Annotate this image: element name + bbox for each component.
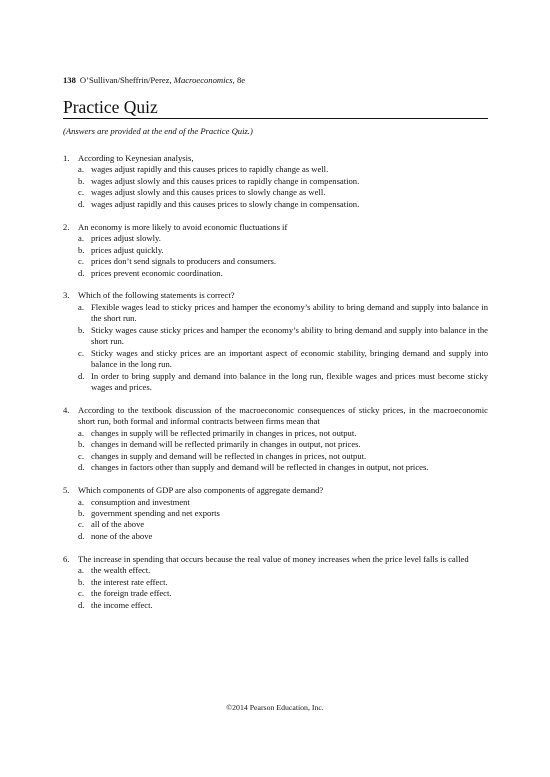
option-letter: a. xyxy=(78,496,84,507)
option-letter: c. xyxy=(78,519,84,530)
option-text: prices prevent economic coordination. xyxy=(91,267,223,278)
answer-option xyxy=(78,325,488,348)
question-text: An economy is more likely to avoid economic fluctuations if xyxy=(78,221,288,232)
question-text: According to Keynesian analysis, xyxy=(78,153,194,163)
option-text: prices adjust slowly. xyxy=(91,233,161,244)
question-text: The increase in spending that occurs because the real value of money increases when the price level falls is called xyxy=(78,553,469,564)
option-text: In order to bring supply and demand into balance in the long run, flexible wages and prices must become sticky wages and prices. xyxy=(91,370,488,393)
option-text: prices adjust quickly. xyxy=(91,244,164,255)
question-text: According to the textbook discussion of the macroeconomic consequences of sticky prices, in the macroeconomic short run, both formal and informal contracts between firms mean that xyxy=(78,404,488,427)
option-letter: b. xyxy=(78,576,85,587)
option-text: the income effect. xyxy=(91,599,153,610)
option-letter: d. xyxy=(78,198,85,209)
option-text: wages adjust slowly and this causes prices to slowly change as well. xyxy=(91,187,326,198)
question-number: 2. xyxy=(63,221,70,232)
option-text: the foreign trade effect. xyxy=(91,588,172,599)
option-text: wages adjust rapidly and this causes prices to rapidly change as well. xyxy=(91,164,329,175)
option-letter: d. xyxy=(78,599,85,610)
option-letter: a. xyxy=(78,301,84,312)
answer-option xyxy=(78,348,488,371)
answer-option xyxy=(78,302,488,325)
answer-option xyxy=(78,187,488,198)
option-letter: b. xyxy=(78,244,85,255)
question-3 xyxy=(63,290,488,393)
option-text: changes in demand will be reflected primarily in changes in output, not prices. xyxy=(91,439,361,450)
header-book-title: Macroeconomics xyxy=(173,75,233,85)
answer-option xyxy=(78,462,488,473)
option-letter: c. xyxy=(78,347,84,358)
option-text: changes in factors other than supply and demand will be reflected in changes in output, not prices. xyxy=(91,462,429,473)
copyright-footer: ©2014 Pearson Education, Inc. xyxy=(226,703,324,712)
answer-option xyxy=(78,565,488,576)
option-letter: c. xyxy=(78,256,84,267)
question-number: 5. xyxy=(63,485,70,496)
answer-option xyxy=(78,600,488,611)
option-letter: d. xyxy=(78,267,85,278)
option-letter: a. xyxy=(78,565,84,576)
option-text: Flexible wages lead to sticky prices and hamper the economy’s ability to bring demand and supply into balance in the short run. xyxy=(91,301,488,324)
option-text: consumption and investment xyxy=(91,496,190,507)
option-letter: a. xyxy=(78,427,84,438)
option-text: Sticky wages and sticky prices are an important aspect of economic stability, bringing demand and supply into balance in the long run. xyxy=(91,347,488,370)
option-letter: b. xyxy=(78,439,85,450)
option-text: the interest rate effect. xyxy=(91,576,168,587)
option-letter: c. xyxy=(78,450,84,461)
option-text: changes in supply and demand will be reflected in changes in prices, not output. xyxy=(91,450,367,461)
question-number: 1. xyxy=(63,153,70,163)
answer-option xyxy=(78,531,488,542)
answer-option xyxy=(78,588,488,599)
option-text: Sticky wages cause sticky prices and hamper the economy’s ability to bring demand and supply into balance in the short run. xyxy=(91,324,488,347)
answer-option xyxy=(78,176,488,187)
question-2 xyxy=(63,222,488,279)
option-text: changes in supply will be reflected primarily in changes in prices, not output. xyxy=(91,427,357,438)
option-text: all of the above xyxy=(91,519,145,530)
option-letter: c. xyxy=(78,187,84,198)
option-letter: b. xyxy=(78,175,85,186)
option-letter: d. xyxy=(78,530,85,541)
option-letter: b. xyxy=(78,324,85,335)
option-letter: a. xyxy=(78,164,84,175)
option-letter: b. xyxy=(78,507,85,518)
option-text: prices don’t send signals to producers and consumers. xyxy=(91,256,277,267)
answer-option xyxy=(78,371,488,394)
header-edition: , 8e xyxy=(232,75,246,85)
running-header xyxy=(63,75,245,85)
answer-option xyxy=(78,451,488,462)
page-number: 138 xyxy=(63,75,76,85)
option-letter: d. xyxy=(78,462,85,473)
answer-option xyxy=(78,577,488,588)
answer-option xyxy=(78,233,488,244)
answer-option xyxy=(78,256,488,267)
option-letter: c. xyxy=(78,588,84,599)
answer-option xyxy=(78,245,488,256)
question-number: 4. xyxy=(63,404,70,415)
header-authors: O’Sullivan/Sheffrin/Perez, xyxy=(79,75,174,85)
option-text: none of the above xyxy=(91,530,153,541)
title-rule xyxy=(63,118,488,119)
option-letter: d. xyxy=(78,370,85,381)
answer-option xyxy=(78,439,488,450)
question-text: Which of the following statements is correct? xyxy=(78,290,235,301)
answer-option xyxy=(78,199,488,210)
answer-option xyxy=(78,508,488,519)
question-5 xyxy=(63,485,488,542)
question-1 xyxy=(63,153,488,210)
question-6 xyxy=(63,554,488,611)
answer-option xyxy=(78,268,488,279)
option-letter: a. xyxy=(78,233,84,244)
question-text: Which components of GDP are also components of aggregate demand? xyxy=(78,485,324,496)
page-title: Practice Quiz xyxy=(63,97,158,117)
option-text: wages adjust slowly and this causes prices to rapidly change in compensation. xyxy=(91,175,360,186)
question-list xyxy=(63,153,488,622)
question-4 xyxy=(63,405,488,474)
answer-option xyxy=(78,164,488,175)
answers-note: (Answers are provided at the end of the Practice Quiz.) xyxy=(63,126,253,136)
answer-option xyxy=(78,497,488,508)
option-text: wages adjust rapidly and this causes prices to slowly change in compensation. xyxy=(91,198,360,209)
answer-option xyxy=(78,519,488,530)
question-number: 3. xyxy=(63,290,70,301)
option-text: the wealth effect. xyxy=(91,565,151,576)
option-text: government spending and net exports xyxy=(91,507,220,518)
question-number: 6. xyxy=(63,553,70,564)
answer-option xyxy=(78,428,488,439)
